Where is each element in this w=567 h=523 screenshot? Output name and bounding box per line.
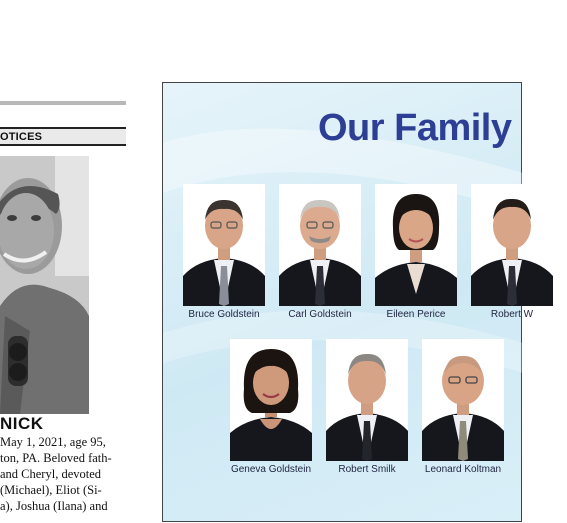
family-advertisement [162,82,534,522]
obituary-text [0,434,128,514]
staff-name: Robert Smilk [338,464,396,475]
person-portrait-icon [279,184,361,306]
staff-name: Robert W [490,309,534,320]
staff-name: Carl Goldstein [288,309,352,320]
man-portrait-image [0,156,89,414]
staff-photo [230,339,312,461]
person-portrait-icon [183,184,265,306]
staff-name: Eileen Perice [386,309,446,320]
obituary-photo [0,156,89,414]
staff-name: Leonard Koltman [424,464,502,475]
obituary-line: a), Joshua (Ilana) and [0,499,108,513]
person-portrait-icon [326,339,408,461]
staff-photo [422,339,504,461]
staff-card [326,339,408,475]
person-portrait-icon [230,339,312,461]
staff-card [375,184,457,320]
staff-photo [375,184,457,306]
staff-card [471,184,553,320]
obituary-line: May 1, 2021, age 95, [0,435,106,449]
staff-card [279,184,361,320]
staff-card [183,184,265,320]
section-label: OTICES [0,131,43,143]
staff-card [230,339,312,475]
staff-name: Geneva Goldstein [230,464,312,475]
ad-title: Our Family [318,107,512,149]
staff-photo [326,339,408,461]
staff-photo [471,184,553,306]
staff-card [422,339,504,475]
obituary-line: and Cheryl, devoted [0,467,102,481]
obituary-line: ton, PA. Beloved fath- [0,451,112,465]
person-portrait-icon [375,184,457,306]
section-header [0,127,126,146]
obituary-line: (Michael), Eliot (Si- [0,483,102,497]
staff-photo [183,184,265,306]
person-portrait-icon [471,184,553,306]
person-portrait-icon [422,339,504,461]
staff-name: Bruce Goldstein [188,309,260,320]
staff-photo [279,184,361,306]
column-rule [0,101,126,105]
obituary-name: NICK [0,414,44,433]
